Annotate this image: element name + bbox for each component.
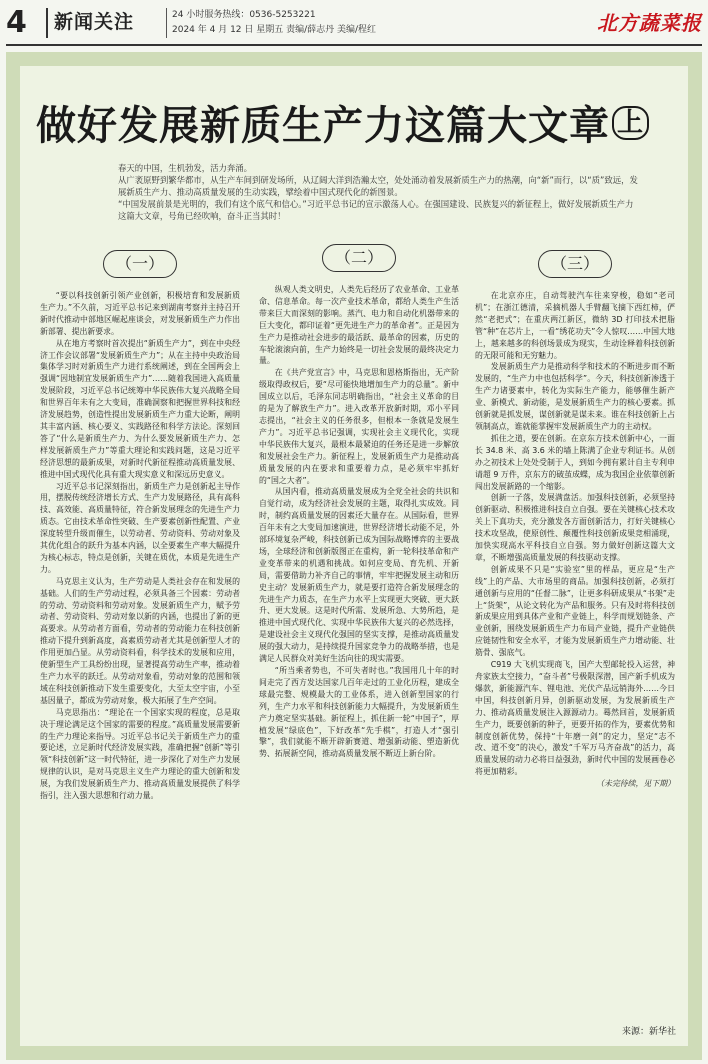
headline (36, 98, 676, 151)
paragraph: 马克思指出：“理论在一个国家实现的程度，总是取决于理论满足这个国家的需要的程度。”高质量发展需要新的生产力理论来指导。习近平总书记关于新质生产力的重要论述，立足新时代经济发展实践，准确把握“创新”等引领“科技创新”这一时代特征，进一步深化了对生产力发展规律的认识，是对马克思主义生产力理论的重大创新和发展，为我们发展新质生产力、推动高质量发展提供了科学指引，注入强大思想和行动力量。 (40, 707, 240, 801)
paragraph: 马克思主义认为，生产劳动是人类社会存在和发展的基础。人们的生产劳动过程，必须具备三个因素：劳动者的劳动、劳动资料和劳动对象。发展新质生产力，赋予劳动者、劳动资料、劳动对象以新的内涵，也提出了新的更高要求。从劳动者方面看，劳动者的劳动能力在科技创新推动下提升到新高度，高素质劳动者尤其是创新型人才的作用更加凸显。从劳动资料看，科学技术的发展和应用，使新型生产工具纷纷出现，显著提高劳动生产率，推动着生产力水平的跃迁。从劳动对象看，劳动对象的范围和领域在科技创新推动下发生重要变化，大至太空宇宙，小至基因量子，都成为劳动对象，极大拓展了生产空间。 (40, 576, 240, 705)
paragraph: “所当乘者势也，不可失者时也。”我国用几十年的时间走完了西方发达国家几百年走过的工业化历程，建成全球最完整、规模最大的工业体系，进入创新型国家的行列，生产力水平和科技创新能力大幅提升，为发展新质生产力奠定坚实基础。新征程上，抓住新一轮“中国子”，厚植发展“绿底色”，下好改革“先手棋”，打造人才“强引擎”，我们就能不断开辟新赛道、增强新动能、塑造新优势、拓展新空间，推动高质量发展不断迈上新台阶。 (259, 666, 459, 759)
hotline: 24 小时服务热线：0536-5253221 (172, 10, 316, 20)
intro-line: “中国发展前景是光明的，我们有这个底气和信心。”习近平总书记的宣示激荡人心。在强国建设、民族复兴的新征程上，做好发展新质生产力这篇大文章，号角已经吹响，奋斗正当其时！ (118, 199, 634, 221)
header-divider (46, 8, 48, 38)
paragraph: 从国内看，推动高质量发展成为全党全社会的共识和自觉行动，成为经济社会发展的主题，取得扎实成效。同时，制约高质量发展的因素还大量存在。从国际看，世界百年未有之大变局加速演进，世界经济增长动能不足，外部环境复杂严峻，科技创新已成为国际战略博弈的主要战场，全球经济和创新版图正在重构，新一轮科技革命和产业变革带来的机遇和挑战。如何应变局、育先机、开新局，需要借助力补齐自己的事情，牢牢把握发展主动和历史主动？发展新质生产力，就是要打造符合新发展理念的先进生产力质态，在生产力水平上实现更大突破、更大跃升、更大发展。这是时代所需、发展所急、大势所趋，是推进中国式现代化、实现中华民族伟大复兴的必然选择，是建设社会主义现代化强国的坚实支撑，是推动高质量发展的强大动力，是持续提升国家竞争力的战略举措，也是满足人民群众对美好生活向往的现实需要。 (259, 487, 459, 664)
column-heading: （二） (322, 244, 396, 272)
paragraph: 习近平总书记深刻指出，新质生产力是创新起主导作用，摆脱传统经济增长方式、生产力发展路径，具有高科技、高效能、高质量特征，符合新发展理念的先进生产力质态。它由技术革命性突破、生产要素创新性配置、产业深度转型升级而催生，以劳动者、劳动资料、劳动对象及其优化组合的跃升为基本内涵，以全要素生产率大幅提升为核心标志，特点是创新，关键在质优，本质是先进生产力。 (40, 481, 240, 574)
intro-line: 从广袤原野到繁华都市，从生产车间到研发场所，从辽阔大洋到浩瀚太空，处处涌动着发展新质生产力的热潮，向“新”而行，以“质”致远，发展新质生产力、推动高质量发展的生动实践，擘绘着中国式现代化的新图景。 (118, 175, 638, 197)
paragraph: 发展新质生产力是推动科学和技术的不断进步而不断发展的，“生产力中也包括科学”。今天，科技创新渗透于生产力诸要素中，转化为实际生产能力，能够催生新产业、新模式、新动能，是发展新质生产力的核心要素。抓创新就是抓发展，谋创新就是谋未来。谁在科技创新上占领制高点，谁就能掌握牢发展新质生产力的主动权。 (475, 362, 675, 431)
column-1 (40, 250, 240, 802)
section-title: 新闻关注 (54, 11, 135, 33)
paragraph: 在北京亦庄，自动驾驶汽车往来穿梭，稳如“老司机”；在浙江德清，采摘机器人手臂翻飞摘下西红柿，俨然“老把式”；在重庆两江新区，微纳 3D 打印技术把脂管“种”在芯片上，一看“绣花功夫”令人惊叹……中国大地上，越来越多的科创场景成为现实，生动诠释着科技创新的无限可能和无穷魅力。 (475, 291, 675, 360)
paragraph: 纵观人类文明史，人类先后经历了农业革命、工业革命、信息革命。每一次产业技术革命，都给人类生产生活带来巨大而深刻的影响。蒸汽、电力和自动化机器带来的巨大变化，都印证着“更先进生产力的革命者”。正是因为生产力是推动社会进步的最活跃、最革命的因素，历史的车轮滚滚向前，生产力始终是一切社会发展的最终决定力量。 (259, 285, 459, 366)
paragraph: 在《共产党宣言》中，马克思和恩格斯指出，无产阶级取得政权后，要“尽可能快地增加生产力的总量”。新中国成立以后，毛泽东同志明确指出，“社会主义革命的目的是为了解放生产力”。进入改革开放新时期，邓小平同志提出，“社会主义的任务很多，但根本一条就是发展生产力”。习近平总书记强调，实现社会主义现代化，实现中华民族伟大复兴，最根本最紧迫的任务还是进一步解放和发展社会生产力。新征程上，发展新质生产力是推动高质量发展的内在要求和重要着力点，是必须牢牢抓好的“国之大者”。 (259, 368, 459, 485)
paragraph: 抓住之道，要在创新。在京东方技术创新中心，一面长 34.8 米、高 3.6 米的墙上陈满了企业专利证书。从创办之初技术上处处受制于人，到如今拥有累计自主专利申请超 9 万件，京东方的破茧成蝶，成为我国企业依靠创新闯出发展新路的一个缩影。 (475, 433, 675, 491)
headline-text: 做好发展新质生产力这篇大文章 (36, 103, 610, 149)
column-heading: （三） (538, 250, 612, 278)
column-2 (259, 244, 459, 760)
intro-line: 春天的中国，生机勃发，活力奔涌。 (118, 163, 252, 173)
paragraph: 创新成果不只是“实验室”里的样品，更应是“生产线”上的产品、大市场里的商品。加强科技创新，必须打通创新与应用的“任督二脉”，让更多科研成果从“书架”走上“货架”，从论文转化为产品和服务。只有及时将科技创新成果应用到具体产业和产业链上，科学而规划链条、产业创新，围绕发展新质生产力布局产业链，提升产业链供应链韧性和安全水平，才能为发展新质生产力增动能、壮筋骨、强底气。 (475, 564, 675, 658)
newspaper-logo: 北方蔬菜报 (597, 11, 702, 35)
headline-part-badge: 上 (612, 106, 649, 140)
header-divider-thin (166, 8, 167, 38)
header-rule (6, 44, 702, 46)
intro (118, 162, 638, 222)
page-number: 4 (6, 5, 27, 40)
source-credit: 来源：新华社 (621, 1027, 676, 1037)
column-heading: （一） (103, 250, 177, 278)
to-be-continued: （未完待续，见下期） (596, 779, 675, 789)
paragraph: 从在地方考察时首次提出“新质生产力”，到在中央经济工作会议部署“发展新质生产力”；从在主持中央政治局集体学习时对新质生产力进行系统阐述，到在全国两会上强调“因地制宜发展新质生产力”……随着我国进入高质量发展阶段，习近平总书记统筹中华民族伟大复兴战略全局和世界百年未有之大变局，准确洞察和把握世界科技和经济发展趋势，创造性提出发展新质生产力重大论断，阐明其丰富内涵、核心要义、实践路径和科学方法论。深刻回答了“什么是新质生产力、为什么要发展新质生产力、怎样发展新质生产力”等重大理论和实践问题，这是习近平经济思想的最新成果，对新时代新征程推动高质量发展、推进中国式现代化具有重大现实意义和深远历史意义。 (40, 338, 240, 479)
paragraph: 创新一子落，发展满盘活。加强科技创新，必须坚持创新驱动、积极推进科技自立自强。要在关键核心技术攻关上下真功夫，充分激发各方面创新活力，打好关键核心技术攻坚战，使原创性、颠覆性科技创新成果竞相涌现，加快实现高水平科技自立自强。努力做好创新这篇大文章，不断增强高质量发展的科技驱动支撑。 (475, 493, 675, 562)
page-header (0, 0, 708, 46)
date-line: 2024 年 4 月 12 日 星期五 责编/薛志丹 美编/程红 (172, 25, 377, 35)
paragraph: C919 大飞机实现商飞，国产大型邮轮投入运营，神舟家族太空接力，“奋斗者”号极限深潜，国产新手机成为爆款，新能源汽车、锂电池、光伏产品远销海外……今日中国，科技创新月异，创新驱动发展，为发展新质生产力、推动高质量发展注入源源动力。蓦然回首，发展新质生产力，既要创新的种子，更要开拓的作为，要素优势和制度创新优势，保持“十年磨一剑”的定力，坚定“志不改、道不变”的决心，激发“千军万马齐奋战”的活力，高质量发展的动力必将日益强劲，新时代中国的发展画卷必将更加精彩。 (475, 660, 675, 777)
column-3 (475, 250, 675, 790)
paragraph: “要以科技创新引领产业创新，积极培育和发展新质生产力。”不久前，习近平总书记来到湖南考察并主持召开新时代推动中部地区崛起座谈会，对发展新质生产力作出新部署、提出新要求。 (40, 291, 240, 336)
